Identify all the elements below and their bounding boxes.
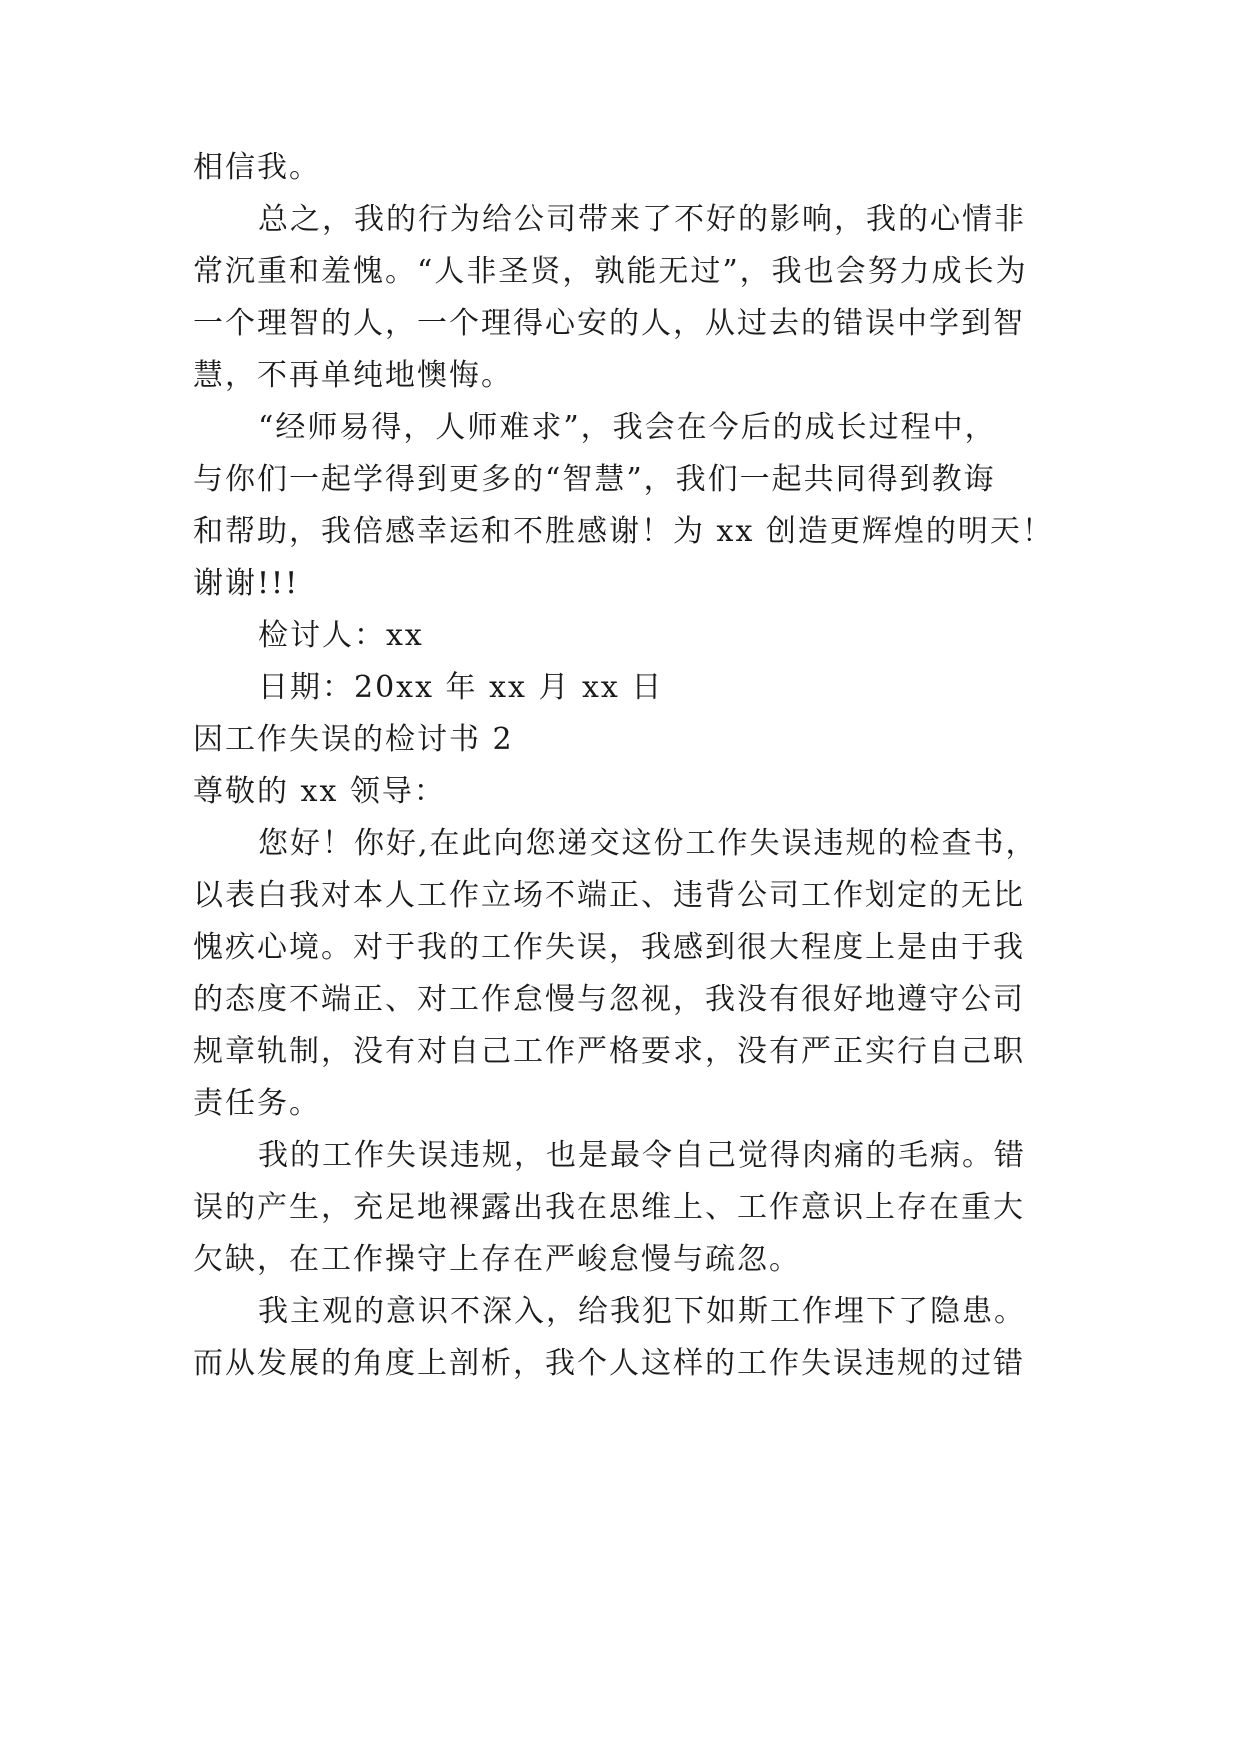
text-line: 欠缺，在工作操守上存在严峻怠慢与疏忽。 (193, 1242, 801, 1277)
text-line: 慧，不再单纯地懊悔。 (193, 358, 513, 393)
text-line: 而从发展的角度上剖析，我个人这样的工作失误违规的过错 (193, 1346, 1025, 1381)
text-line: 和帮助，我倍感幸运和不胜感谢！为 xx 创造更辉煌的明天！ (193, 514, 1054, 549)
text-line: 总之，我的行为给公司带来了不好的影响，我的心情非 (258, 202, 1026, 237)
text-line: 谢谢!!! (193, 566, 300, 601)
text-line: “经师易得，人师难求”，我会在今后的成长过程中， (258, 410, 997, 445)
text-line: 我的工作失误违规，也是最令自己觉得肉痛的毛病。错 (258, 1138, 1026, 1173)
text-line: 相信我。 (193, 150, 321, 185)
text-line: 与你们一起学得到更多的“智慧”，我们一起共同得到教诲 (193, 462, 996, 497)
text-line: 误的产生，充足地裸露出我在思维上、工作意识上存在重大 (193, 1190, 1025, 1225)
salutation: 尊敬的 xx 领导： (193, 774, 446, 809)
text-line: 规章轨制，没有对自己工作严格要求，没有严正实行自己职 (193, 1034, 1025, 1069)
text-line: 以表白我对本人工作立场不端正、违背公司工作划定的无比 (193, 878, 1025, 913)
text-line: 一个理智的人，一个理得心安的人，从过去的错误中学到智 (193, 306, 1025, 341)
date-line: 日期：20xx 年 xx 月 xx 日 (258, 670, 664, 705)
signer-line: 检讨人：xx (258, 618, 424, 653)
text-line: 责任务。 (193, 1086, 321, 1121)
text-line: 的态度不端正、对工作怠慢与忽视，我没有很好地遵守公司 (193, 982, 1025, 1017)
text-line: 愧疚心境。对于我的工作失误，我感到很大程度上是由于我 (193, 930, 1025, 965)
text-line: 我主观的意识不深入，给我犯下如斯工作埋下了隐患。 (258, 1294, 1026, 1329)
section-title: 因工作失误的检讨书 2 (193, 722, 514, 757)
text-line: 您好！你好,在此向您递交这份工作失误违规的检查书， (258, 826, 1038, 861)
text-line: 常沉重和羞愧。“人非圣贤，孰能无过”，我也会努力成长为 (193, 254, 1028, 289)
